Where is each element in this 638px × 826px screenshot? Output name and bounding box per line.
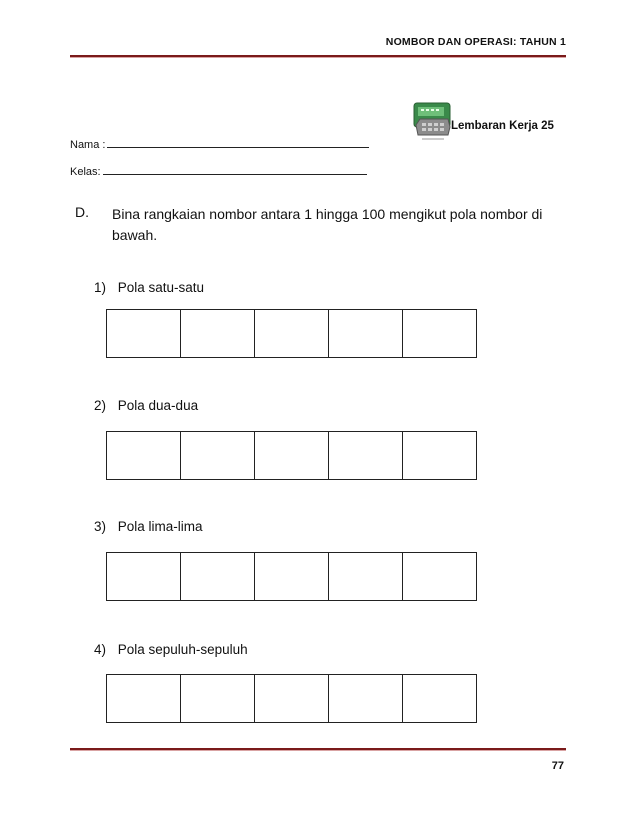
answer-box[interactable] (107, 310, 181, 357)
kelas-blank-line[interactable] (103, 165, 367, 175)
answer-box[interactable] (181, 432, 255, 479)
answer-box[interactable] (255, 432, 329, 479)
item-number: 1) (94, 280, 107, 295)
answer-box[interactable] (107, 675, 181, 722)
answer-box[interactable] (329, 310, 403, 357)
answer-box[interactable] (181, 675, 255, 722)
item-1-label (94, 280, 204, 295)
answer-box[interactable] (107, 432, 181, 479)
page-number: 77 (551, 760, 564, 772)
footer-divider (70, 748, 566, 751)
item-number: 4) (94, 642, 107, 657)
answer-box[interactable] (403, 553, 476, 600)
answer-box[interactable] (255, 675, 329, 722)
item-2-label (94, 398, 198, 413)
section-label: D. (75, 204, 89, 220)
worksheet-title: Lembaran Kerja 25 (451, 120, 554, 132)
answer-box[interactable] (403, 675, 476, 722)
answer-row-3 (106, 552, 477, 601)
page-header-title: NOMBOR DAN OPERASI: TAHUN 1 (385, 36, 566, 48)
item-number: 3) (94, 519, 107, 534)
item-number: 2) (94, 398, 107, 413)
answer-box[interactable] (403, 432, 476, 479)
calculator-icon (412, 99, 454, 143)
answer-box[interactable] (181, 310, 255, 357)
item-text: Pola lima-lima (117, 519, 203, 534)
answer-box[interactable] (329, 675, 403, 722)
answer-row-4 (106, 674, 477, 723)
answer-box[interactable] (255, 553, 329, 600)
nama-label: Nama : (70, 139, 106, 151)
nama-field[interactable] (70, 138, 369, 151)
kelas-field[interactable] (70, 165, 367, 178)
item-3-label (94, 519, 203, 534)
answer-box[interactable] (329, 432, 403, 479)
section-instruction: Bina rangkaian nombor antara 1 hingga 100 mengikut pola nombor di bawah. (112, 206, 543, 243)
answer-box[interactable] (107, 553, 181, 600)
answer-row-2 (106, 431, 477, 480)
answer-box[interactable] (403, 310, 476, 357)
kelas-label: Kelas: (70, 166, 101, 178)
answer-row-1 (106, 309, 477, 358)
header-divider (70, 55, 566, 58)
nama-blank-line[interactable] (107, 138, 369, 148)
item-text: Pola sepuluh-sepuluh (117, 642, 248, 657)
item-4-label (94, 642, 248, 657)
answer-box[interactable] (255, 310, 329, 357)
item-text: Pola dua-dua (117, 398, 199, 413)
answer-box[interactable] (329, 553, 403, 600)
item-text: Pola satu-satu (117, 280, 205, 295)
answer-box[interactable] (181, 553, 255, 600)
